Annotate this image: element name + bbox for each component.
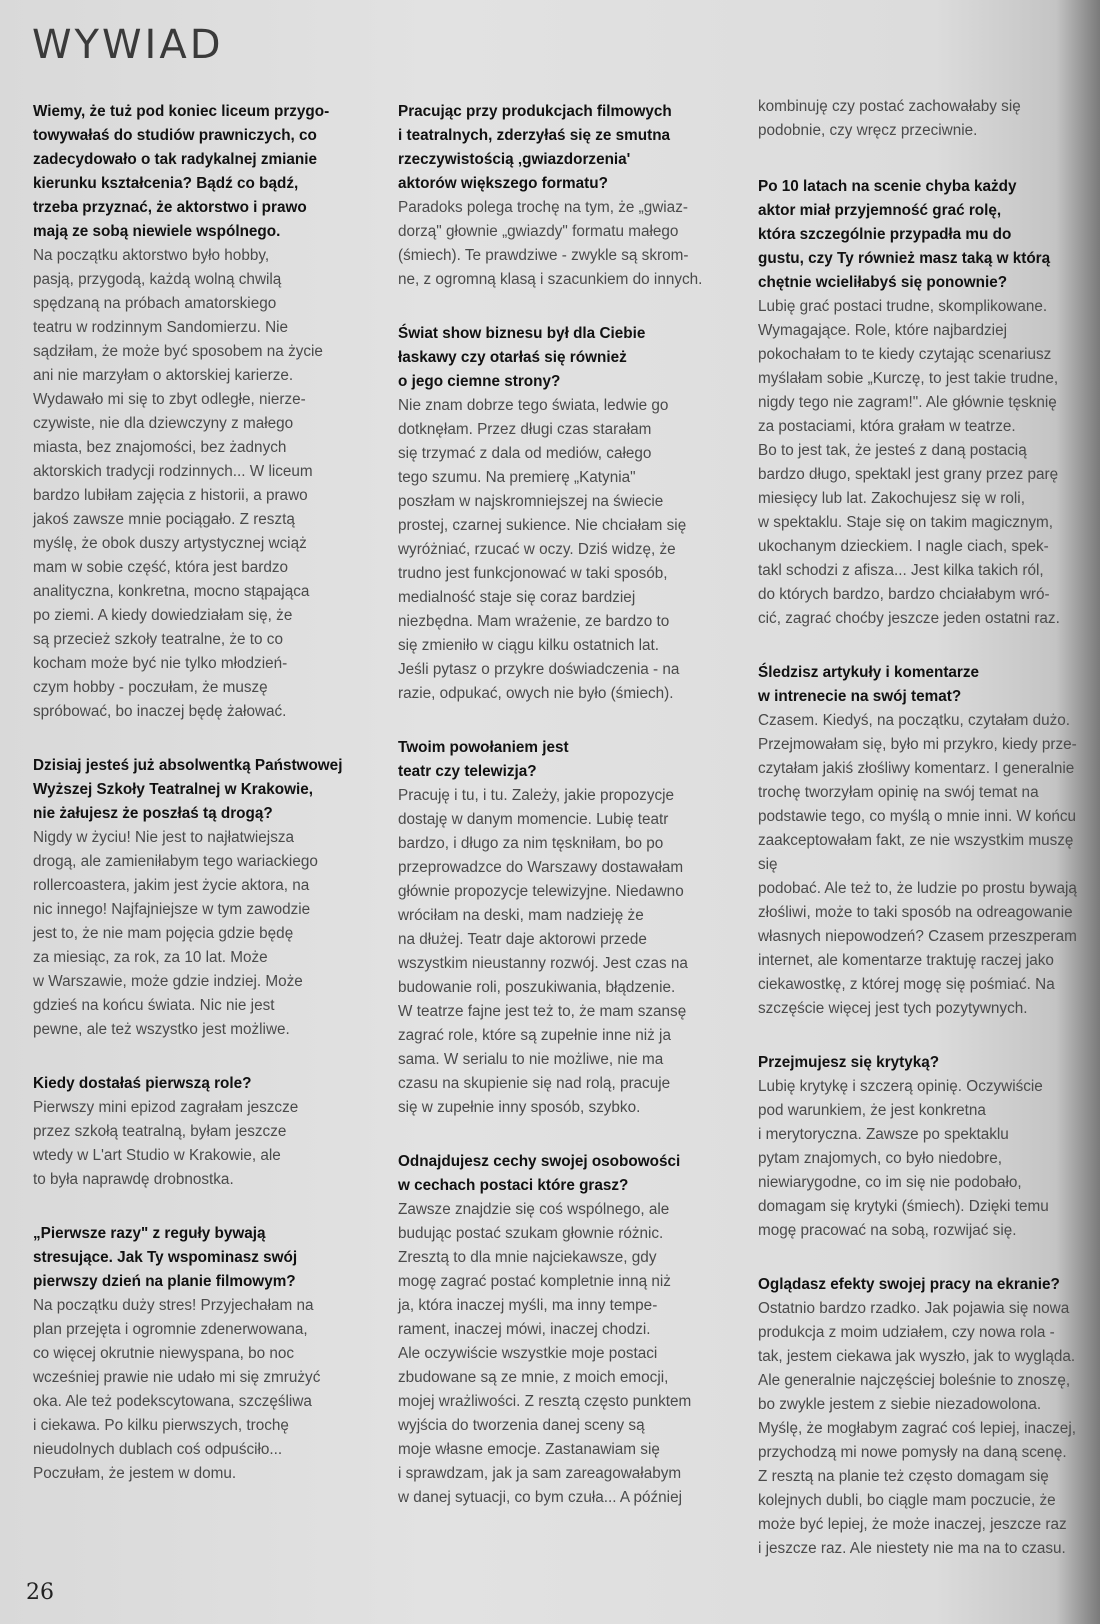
question-heading: Twoim powołaniem jest teatr czy telewizja? [398,739,569,780]
section-title: WYWIAD [32,22,224,68]
column-3 [758,95,1088,1591]
column-2 [398,100,726,1540]
column-1 [33,100,363,1516]
question-heading: Kiedy dostałaś pierwszą role? [33,1075,252,1092]
answer-text: Na początku aktorstwo było hobby, pasją, przygodą, każdą wolną chwilą spędzaną na próbach amatorskiego teatru w rodzinnym Sandomierzu. Nie sądziłam, że może być sposobem na życie ani nie marzyłam o aktorskiej karierze. Wydawało mi się to zbyt odległe, nierze- czywiste, nie dla dziewczyny z małego miasta, bez znajomości, bez żadnych aktorskich tradycji rodzinnych... W liceum bardzo lubiłam zajęcia z historii, a prawo jakoś zawsze mnie pociągało. Z resztą myślę, że obok duszy artystycznej wciąż mam w sobie część, która jest bardzo analityczna, konkretna, mocno stąpająca po ziemi. A kiedy dowiedziałam się, że są przecież szkoły teatralne, że to co kocham może być nie tylko młodzień- czym hobby - poczułam, że muszę spróbować, bo inaczej będę żałować. [33,247,323,720]
answer-text: Paradoks polega trochę na tym, że „gwiaz- dorzą" głownie „gwiazdy" formatu małego (śmiech). Te prawdziwe - zwykle są skrom- ne, z ogromną klasą i szacunkiem do innych. [398,199,703,288]
answer-text: Lubię grać postaci trudne, skomplikowane. Wymagające. Role, które najbardziej pokochałam to te kiedy czytając scenariusz myślałam sobie „Kurczę, to jest takie trudne, nigdy tego nie zagram!". Ale głównie tęsknię za postaciami, która grałam w teatrze. Bo to jest tak, że jesteś z daną postacią bardzo długo, spektakl jest grany przez parę miesięcy lub lat. Zakochujesz się w roli, w spektaklu. Staje się on takim magicznym, ukochanym dzieckiem. I nagle ciach, spek- takl schodzi z afisza... Jest kilka takich ról, do których bardzo, bardzo chciałabym wró- cić, zagrać choćby jeszcze jeden ostatni raz. [758,298,1060,627]
question-heading: Po 10 latach na scenie chyba każdy aktor miał przyjemność grać rolę, która szczególnie przypadła mu do gustu, czy Ty również masz taką w którą chętnie wcieliłabyś się ponownie? [758,178,1051,291]
question-heading: Oglądasz efekty swojej pracy na ekranie? [758,1276,1060,1293]
answer-text: Zawsze znajdzie się coś wspólnego, ale budując postać szukam głownie różnic. Zresztą to dla mnie najciekawsze, gdy mogę zagrać postać kompletnie inną niż ja, która inaczej myśli, ma inny tempe- rament, inaczej mówi, inaczej chodzi. Ale oczywiście wszystkie moje postaci zbudowane są ze mnie, z moich emocji, mojej wrażliwości. Z resztą często punktem wyjścia do tworzenia danej sceny są moje własne emocje. Zastanawiam się i sprawdzam, jak ja sam zareagowałabym w danej sytuacji, co bym czuła... A później [398,1201,692,1506]
answer-text: Pracuję i tu, i tu. Zależy, jakie propozycje dostaję w danym momencie. Lubię teatr bardzo, i długo za nim tęskniłam, bo po przeprowadzce do Warszawy dostawałam głównie propozycje telewizyjne. Niedawno wróciłam na deski, mam nadzieję że na dłużej. Teatr daje aktorowi przede wszystkim nieustanny rozwój. Jest czas na budowanie roli, poszukiwania, błądzenie. W teatrze fajne jest też to, że mam szansę zagrać role, które są zupełnie inne niż ja sama. W serialu to nie możliwe, nie ma czasu na skupienie się nad rolą, pracuje się w zupełnie inny sposób, szybko. [398,787,688,1116]
question-heading: Dzisiaj jesteś już absolwentką Państwowej Wyższej Szkoły Teatralnej w Krakowie, nie żałujesz że poszłaś tą drogą? [33,757,343,822]
question-heading: Pracując przy produkcjach filmowych i teatralnych, zderzyłaś się ze smutna rzeczywistością ‚gwiazdorzenia' aktorów większego formatu? [398,103,672,192]
answer-text: Czasem. Kiedyś, na początku, czytałam dużo. Przejmowałam się, było mi przykro, kiedy prze- czytałam jakiś złośliwy komentarz. I generalnie trochę tworzyłam opinię na swój temat na podstawie tego, co myślą o mnie inni. W końcu zaakceptowałam fakt, ze nie wszystkim muszę się podobać. Ale też to, że ludzie po prostu bywają złośliwi, może to taki sposób na odreagowanie własnych niepowodzeń? Czasem przeszperam internet, ale komentarze traktuję raczej jako ciekawostkę, z której mogę się pośmiać. Na szczęście więcej jest tych pozytywnych. [758,712,1077,1017]
answer-text: Lubię krytykę i szczerą opinię. Oczywiście pod warunkiem, że jest konkretna i merytoryczna. Zawsze po spektaklu pytam znajomych, co było niedobre, niewiarygodne, co im się nie podobało, domagam się krytyki (śmiech). Dzięki temu mogę pracować na sobą, rozwijać się. [758,1078,1049,1239]
question-heading: Przejmujesz się krytyką? [758,1054,940,1071]
question-heading: „Pierwsze razy" z reguły bywają stresujące. Jak Ty wspominasz swój pierwszy dzień na planie filmowym? [33,1225,298,1290]
page-number: 26 [26,1580,54,1605]
answer-text: Ostatnio bardzo rzadko. Jak pojawia się nowa produkcja z moim udziałem, czy nowa rola - tak, jestem ciekawa jak wyszło, jak to wygląda. Ale generalnie najczęściej boleśnie to znoszę, bo zwykle jestem z siebie niezadowolona. Myślę, że mogłabym zagrać coś lepiej, inaczej, przychodzą mi nowe pomysły na daną scenę. Z resztą na planie też często domagam się kolejnych dubli, bo ciągle mam poczucie, że może być lepiej, że może inaczej, jeszcze raz i jeszcze raz. Ale niestety nie ma na to czasu. [758,1300,1076,1557]
answer-text: Nie znam dobrze tego świata, ledwie go dotknęłam. Przez długi czas starałam się trzymać z dala od mediów, całego tego szumu. Na premierę „Katynia" poszłam w najskromniejszej na świecie prostej, czarnej sukience. Nie chciałam się wyróżniać, rzucać w oczy. Dziś widzę, że trudno jest funkcjonować w taki sposób, medialność staje się coraz bardziej niezbędna. Mam wrażenie, ze bardzo to się zmieniło w ciągu kilku ostatnich lat. Jeśli pytasz o przykre doświadczenia - na razie, odpukać, owych nie było (śmiech). [398,397,687,702]
question-heading: Wiemy, że tuż pod koniec liceum przygo- towywałaś do studiów prawniczych, co zadecydowało o tak radykalnej zmianie kierunku kształcenia? Bądź co bądź, trzeba przyznać, że aktorstwo i prawo mają ze sobą niewiele wspólnego. [33,103,330,240]
answer-text: Na początku duży stres! Przyjechałam na plan przejęta i ogromnie zdenerwowana, co więcej okrutnie niewyspana, bo noc wcześniej prawie nie udało mi się zmrużyć oka. Ale też podekscytowana, szczęśliwa i ciekawa. Po kilku pierwszych, trochę nieudolnych dublach coś odpuściło... Poczułam, że jestem w domu. [33,1297,321,1482]
continued-answer-text: kombinuję czy postać zachowałaby się podobnie, czy wręcz przeciwnie. [758,98,1021,139]
question-heading: Odnajdujesz cechy swojej osobowości w cechach postaci które grasz? [398,1153,681,1194]
answer-text: Pierwszy mini epizod zagrałam jeszcze przez szkołą teatralną, byłam jeszcze wtedy w L'art Studio w Krakowie, ale to była naprawdę drobnostka. [33,1099,299,1188]
question-heading: Śledzisz artykuły i komentarze w intrenecie na swój temat? [758,664,980,705]
question-heading: Świat show biznesu był dla Ciebie łaskawy czy otarłaś się również o jego ciemne strony? [398,325,646,390]
answer-text: Nigdy w życiu! Nie jest to najłatwiejsza drogą, ale zamieniłabym tego wariackiego rollercoastera, jakim jest życie aktora, na nic innego! Najfajniejsze w tym zawodzie jest to, że nie mam pojęcia gdzie będę za miesiąc, za rok, za 10 lat. Może w Warszawie, może gdzie indziej. Może gdzieś na końcu świata. Nic nie jest pewne, ale też wszystko jest możliwe. [33,829,318,1038]
